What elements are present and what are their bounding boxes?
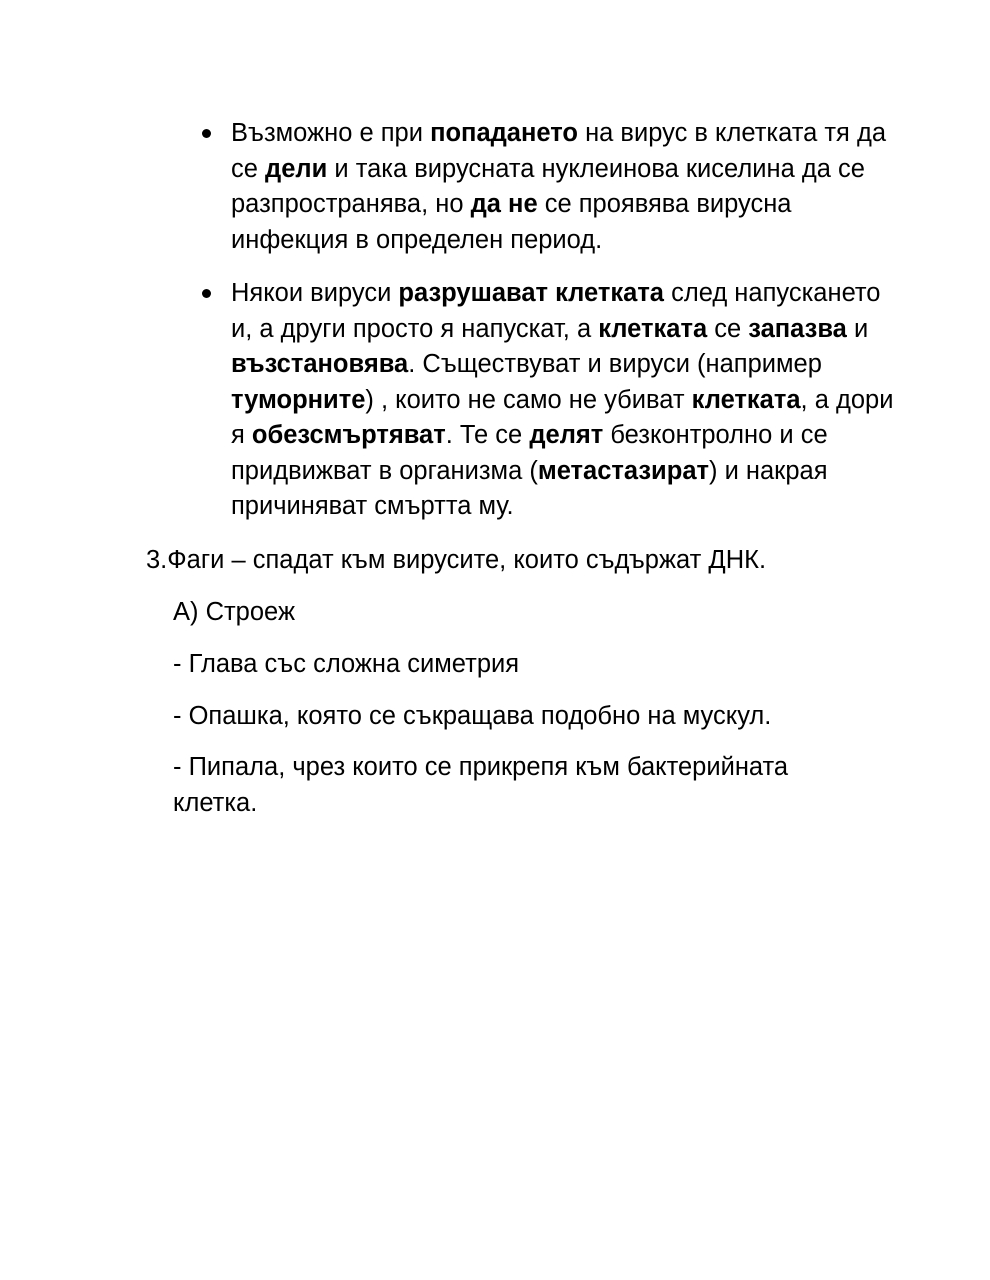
text-run: и	[846, 314, 869, 343]
text-run: безконтролно и се придвижват в организма (	[231, 421, 828, 485]
text-run: се	[707, 314, 749, 343]
structure-item-head: - Глава със сложна симетрия	[173, 650, 520, 678]
bold-text-run: метастазират	[537, 456, 709, 485]
bold-text-run: туморните	[231, 385, 366, 414]
bold-text-run: възстановява	[231, 350, 409, 378]
bold-text-run: клетката	[691, 385, 801, 414]
text-run: се проявява вирусна инфекция в определен период.	[231, 190, 792, 254]
section-heading-phages: 3.Фаги – спадат към вирусите, които съдържат ДНК.	[146, 546, 767, 574]
bullet-item-cell-destruction	[200, 276, 900, 525]
bold-text-run: попадането	[430, 119, 578, 147]
bullet-text	[231, 116, 900, 258]
bullet-text	[231, 276, 900, 525]
bold-text-run: делят	[529, 421, 604, 449]
text-run: Някои вируси	[231, 279, 399, 307]
structure-label: А) Строеж	[173, 598, 295, 626]
text-run: . Съществуват и вируси (например	[408, 350, 822, 378]
text-run: и така вирусната нуклеинова киселина да се разпространява, но	[231, 154, 865, 218]
text-run: ) и накрая причиняват смъртта му.	[231, 456, 828, 520]
bullet-icon	[202, 129, 211, 138]
bold-text-run: да не	[470, 190, 538, 218]
structure-item-fibers: - Пипала, чрез които се прикрепя към бактерийната клетка.	[173, 753, 789, 817]
text-run: Възможно е при	[231, 119, 431, 147]
bold-text-run: обезсмъртяват	[251, 421, 446, 449]
text-run: , а дори я	[231, 385, 894, 449]
text-run: ) , които не само не убиват	[365, 385, 692, 414]
bullet-item-cell-division	[200, 116, 900, 258]
structure-item-tail: - Опашка, която се съкращава подобно на мускул.	[173, 702, 772, 730]
text-run: след напускането и, а други просто я напускат, а	[231, 279, 881, 343]
bold-text-run: запазва	[748, 314, 847, 343]
bold-text-run: клетката	[598, 314, 708, 343]
bold-text-run: дели	[265, 154, 328, 183]
bold-text-run: разрушават клетката	[398, 279, 664, 307]
text-run: на вирус в клетката тя да се	[231, 119, 887, 183]
text-run: . Те се	[445, 421, 530, 449]
bullet-icon	[202, 289, 211, 298]
bullet-list	[200, 116, 900, 525]
